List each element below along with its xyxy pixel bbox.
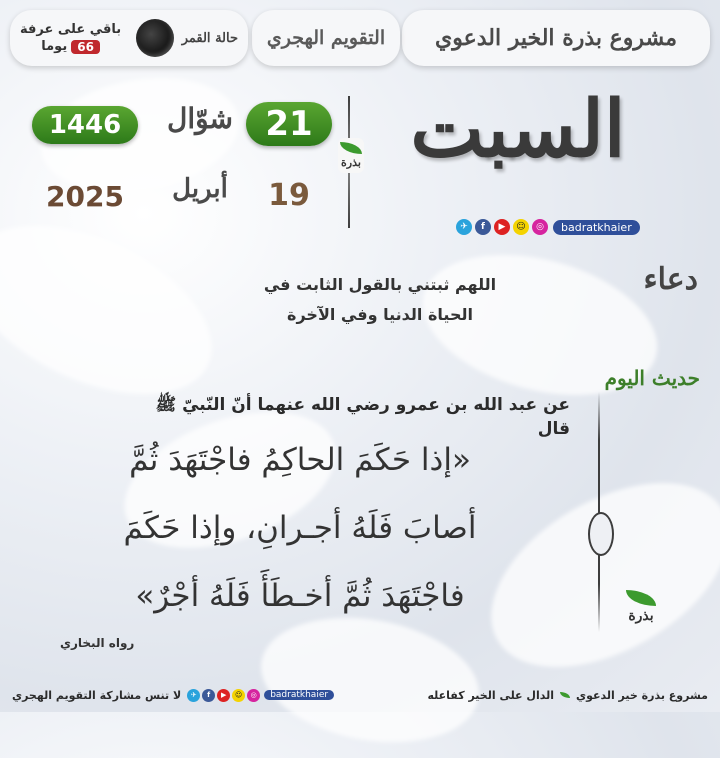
hadith-line: فاجْتَهَدَ ثُمَّ أخـطَأَ فَلَهُ أجْرٌ»	[135, 578, 465, 614]
social-links	[456, 216, 640, 238]
footer-motto: الدال على الخير كفاعله	[427, 688, 554, 702]
logo-word: بذرة	[341, 156, 361, 169]
youtube-icon[interactable]: ▶	[494, 219, 510, 235]
moon-label: حالة القمر	[181, 30, 238, 46]
arafa-days-row	[41, 39, 100, 54]
instagram-icon[interactable]: ◎	[532, 219, 548, 235]
moon-icon	[136, 19, 174, 57]
arafa-countdown-banner	[10, 10, 248, 66]
telegram-icon[interactable]: ✈	[456, 219, 472, 235]
logo-word: بذرة	[628, 608, 654, 624]
project-title: مشروع بذرة الخير الدعوي	[435, 25, 677, 51]
footer-share-text: لا تنس مشاركة التقويم الهجري	[12, 688, 182, 702]
gregorian-year: 2025	[46, 180, 124, 213]
footer-project-name: مشروع بذرة خير الدعوي	[575, 688, 708, 702]
leaf-icon	[340, 142, 362, 154]
calendar-title: التقويم الهجري	[266, 27, 386, 49]
hadith-line: «إذا حَكَمَ الحاكِمُ فاجْتَهَدَ ثُمَّ	[129, 442, 471, 478]
footer-left	[12, 689, 334, 702]
background-petal	[460, 445, 720, 705]
arafa-unit: يوما	[41, 39, 68, 54]
snapchat-icon[interactable]: ☺	[232, 689, 245, 702]
gregorian-month: أبريل	[172, 174, 228, 204]
dua-line: اللهم ثبتني بالقول الثابت في	[263, 275, 497, 294]
moon-phase	[136, 19, 238, 57]
sprout-logo-large	[626, 590, 656, 624]
dua-line: الحياة الدنيا وفي الآخرة	[287, 305, 473, 324]
dua-text	[220, 270, 540, 330]
footer-social-handle[interactable]: badratkhaier	[264, 690, 334, 700]
day-name: السبت	[410, 84, 626, 175]
leaf-icon	[626, 590, 656, 606]
arafa-days-badge: 66	[71, 40, 100, 54]
hadith-intro: عن عبد الله بن عمرو رضي الله عنهما أنّ النّبيّ ﷺ قال	[155, 395, 570, 439]
arafa-label: باقي على عرفة	[20, 22, 122, 37]
dua-title: دعاء	[643, 262, 698, 297]
footer-social-links	[187, 689, 334, 702]
hadith-source: رواه البخاري	[60, 636, 135, 650]
background-petal	[0, 192, 237, 429]
facebook-icon[interactable]: f	[475, 219, 491, 235]
gregorian-day: 19	[268, 178, 310, 213]
footer-right	[428, 689, 709, 702]
footer	[0, 678, 720, 712]
hadith-title: حديث اليوم	[604, 366, 700, 390]
calendar-title-banner	[252, 10, 400, 66]
snapchat-icon[interactable]: ☺	[513, 219, 529, 235]
leaf-icon	[560, 692, 570, 698]
hadith-line: أصابَ فَلَهُ أجـرانِ، وإذا حَكَمَ	[123, 510, 477, 546]
ornament-icon	[588, 512, 614, 556]
hijri-day: 21	[246, 102, 332, 146]
arafa-countdown	[20, 22, 121, 54]
project-title-banner	[402, 10, 710, 66]
hijri-month: شوّال	[166, 102, 234, 135]
youtube-icon[interactable]: ▶	[217, 689, 230, 702]
hijri-year: 1446	[32, 106, 138, 144]
facebook-icon[interactable]: f	[202, 689, 215, 702]
sprout-logo	[338, 138, 364, 173]
telegram-icon[interactable]: ✈	[187, 689, 200, 702]
instagram-icon[interactable]: ◎	[247, 689, 260, 702]
social-handle[interactable]: badratkhaier	[553, 220, 640, 235]
